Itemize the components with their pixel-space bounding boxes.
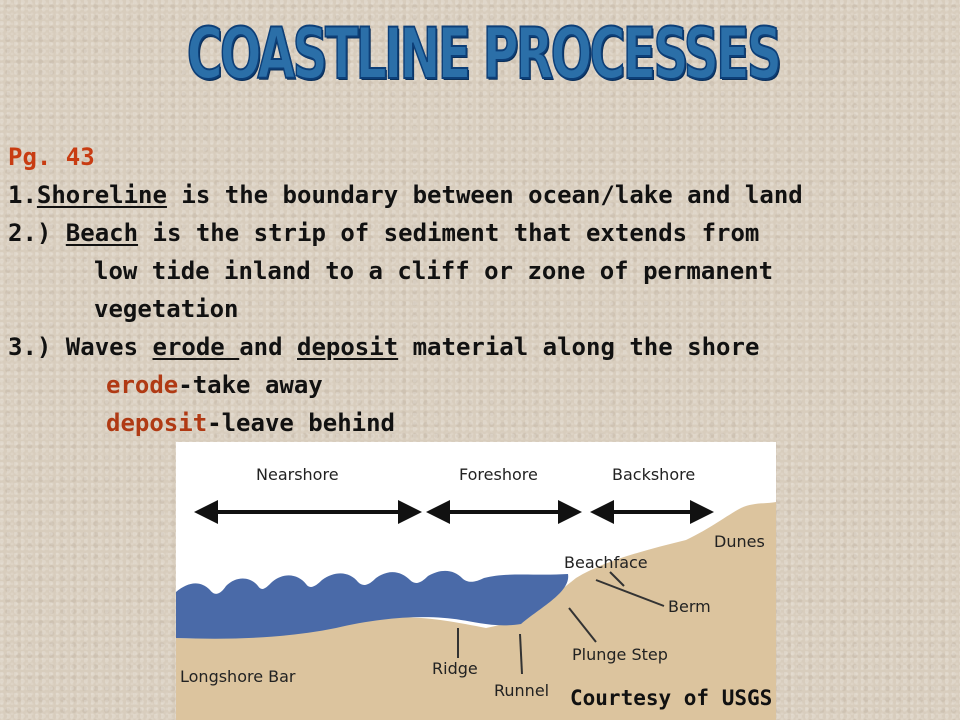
note-number: 1. <box>8 181 37 209</box>
label-dunes: Dunes <box>714 532 765 551</box>
definition-text: -leave behind <box>207 409 395 437</box>
note-continuation: vegetation <box>94 295 239 323</box>
note-item-shoreline <box>8 176 948 214</box>
label-longshore-bar: Longshore Bar <box>180 667 296 686</box>
note-text: material along the shore <box>398 333 760 361</box>
beach-profile-svg <box>176 442 776 720</box>
definition-term: deposit <box>106 409 208 437</box>
note-text: is the strip of sediment that extends from <box>138 219 760 247</box>
label-ridge: Ridge <box>432 659 478 678</box>
term-beach: Beach <box>65 219 139 247</box>
definition-term: erode <box>106 371 179 399</box>
beach-profile-diagram <box>176 442 776 720</box>
zone-label-nearshore: Nearshore <box>256 465 339 484</box>
definition-text: -take away <box>178 371 323 399</box>
zone-label-backshore: Backshore <box>612 465 696 484</box>
note-item-waves <box>8 328 948 366</box>
note-number: 3.) Waves <box>8 333 153 361</box>
notes-list <box>8 138 948 442</box>
definition-deposit <box>8 404 948 442</box>
term-deposit: deposit <box>297 333 399 361</box>
zone-label-foreshore: Foreshore <box>459 465 538 484</box>
label-beachface: Beachface <box>564 553 648 572</box>
note-item-beach <box>8 214 948 252</box>
page-reference: Pg. 43 <box>8 143 95 171</box>
note-text: is the boundary between ocean/lake and land <box>166 181 803 209</box>
slide-title: COASTLINE PROCESSES <box>186 13 780 95</box>
label-runnel: Runnel <box>494 681 550 700</box>
definition-erode <box>8 366 948 404</box>
note-continuation: low tide inland to a cliff or zone of permanent <box>94 257 774 285</box>
note-number: 2.) <box>8 219 66 247</box>
note-text: and <box>239 333 297 361</box>
image-credit: Courtesy of USGS <box>570 686 773 710</box>
term-erode: erode <box>152 333 240 361</box>
label-plunge-step: Plunge Step <box>572 645 668 664</box>
term-shoreline: Shoreline <box>36 181 167 209</box>
label-berm: Berm <box>668 597 711 616</box>
zone-arrows <box>194 500 714 524</box>
